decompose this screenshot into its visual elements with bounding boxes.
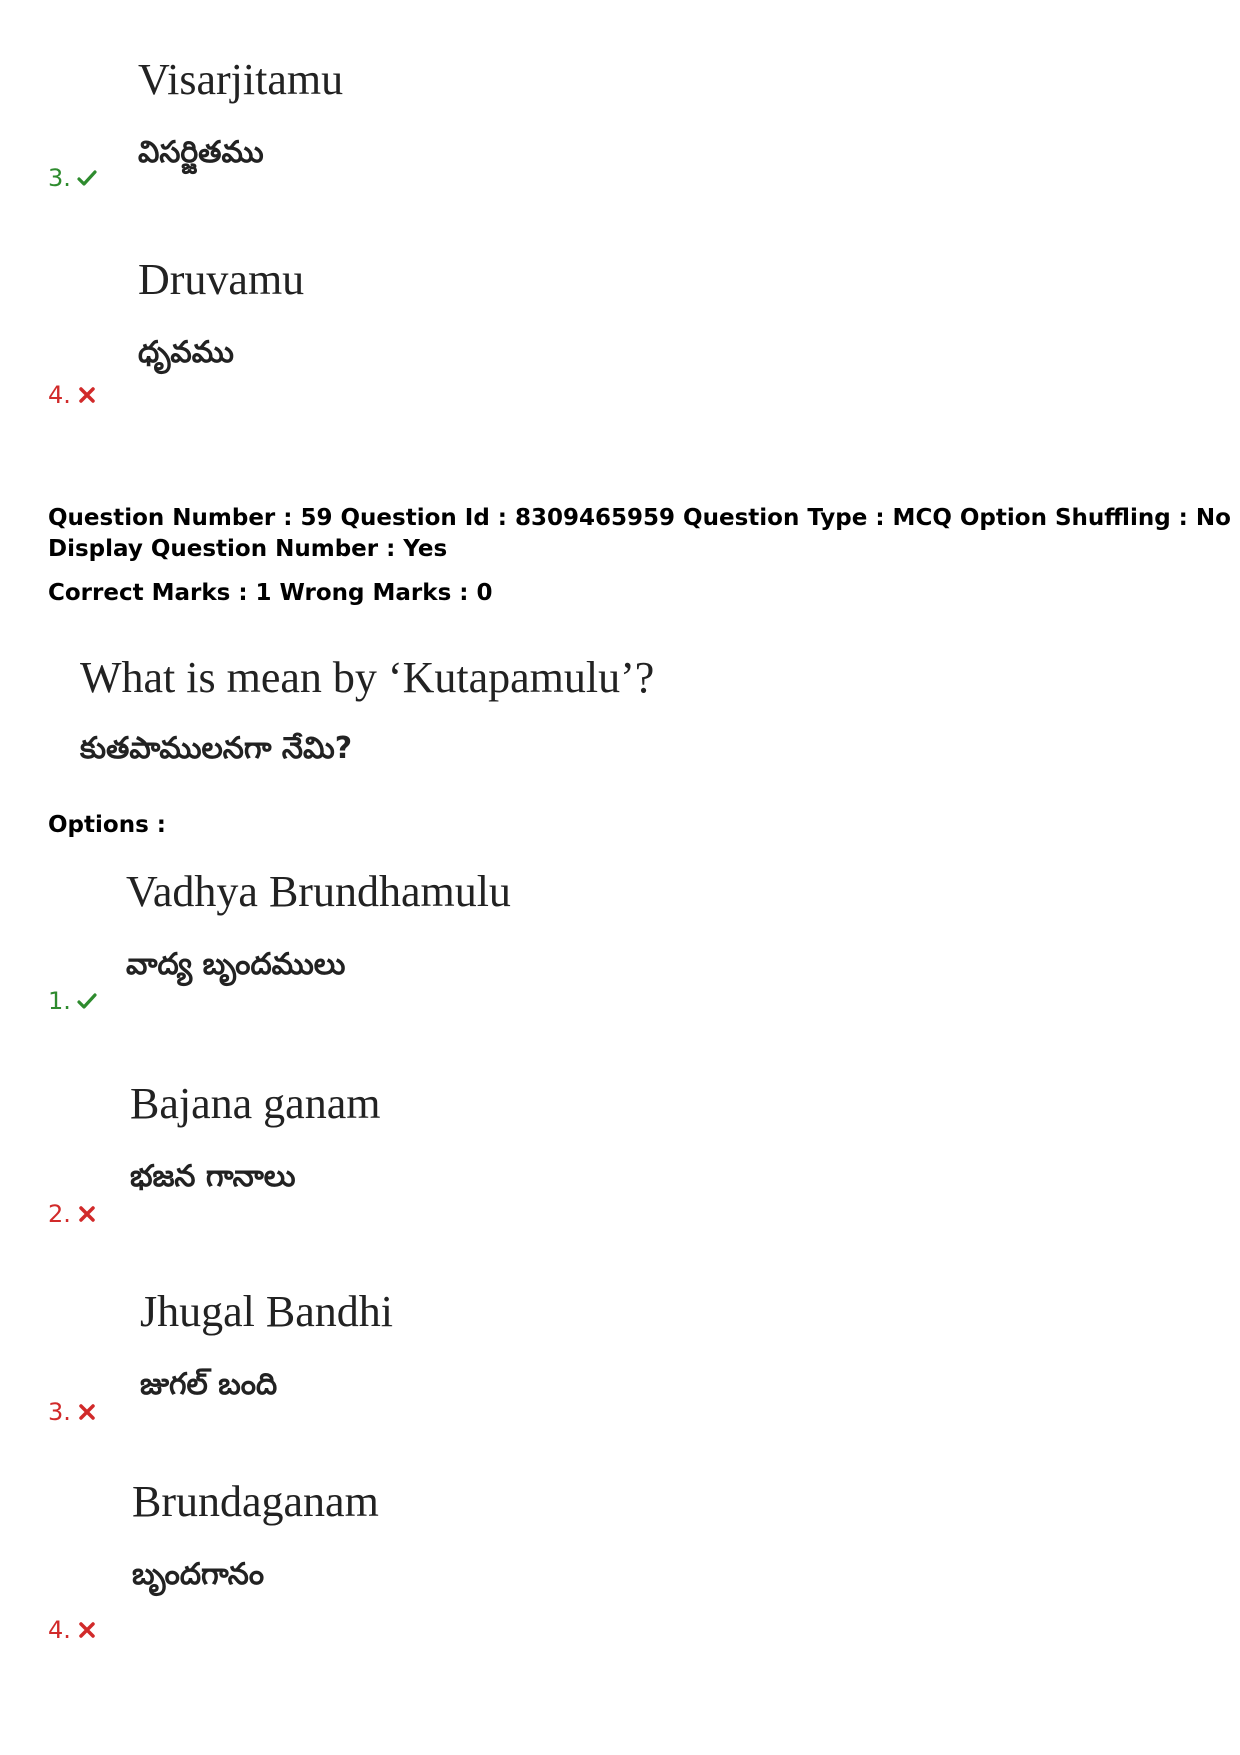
- option-3-english: Jhugal Bandhi: [140, 1287, 393, 1336]
- question-meta-line1: Question Number : 59 Question Id : 8309465959 Question Type : MCQ Option Shuffling : No: [48, 505, 1231, 531]
- question-meta: [48, 503, 1231, 565]
- options-label: Options :: [48, 812, 166, 838]
- check-icon: [77, 991, 97, 1011]
- prev-option-4-english: Druvamu: [138, 255, 305, 304]
- option-4-english: Brundaganam: [132, 1477, 379, 1526]
- prev-option-3-english: Visarjitamu: [138, 55, 344, 104]
- option-1-number: 1.: [48, 989, 97, 1013]
- question-meta-line2: Display Question Number : Yes: [48, 536, 448, 563]
- prev-option-3-telugu: విసర్జితము: [138, 135, 264, 170]
- option-2-telugu: భజన గానాలు: [130, 1159, 296, 1194]
- marks-line: Correct Marks : 1 Wrong Marks : 0: [48, 580, 493, 606]
- option-4-number: 4.: [48, 1618, 97, 1642]
- option-4-telugu: బృందగానం: [132, 1557, 265, 1592]
- prev-option-3-number: 3.: [48, 166, 97, 190]
- cross-icon: [77, 1620, 97, 1640]
- check-icon: [77, 168, 97, 188]
- cross-icon: [77, 385, 97, 405]
- option-1-telugu: వాద్య బృందములు: [126, 947, 346, 982]
- cross-icon: [77, 1204, 97, 1224]
- question-text-english: What is mean by ‘Kutapamulu’?: [80, 653, 655, 702]
- cross-icon: [77, 1402, 97, 1422]
- option-1-english: Vadhya Brundhamulu: [126, 867, 511, 916]
- question-text-telugu: కుతపాములనగా నేమి?: [80, 731, 353, 766]
- option-2-number: 2.: [48, 1202, 97, 1226]
- prev-option-4-number: 4.: [48, 383, 97, 407]
- option-3-number: 3.: [48, 1400, 97, 1424]
- option-3-telugu: జుగల్ బంది: [140, 1367, 278, 1402]
- prev-option-4-telugu: ధృవము: [138, 335, 234, 370]
- option-2-english: Bajana ganam: [130, 1079, 381, 1128]
